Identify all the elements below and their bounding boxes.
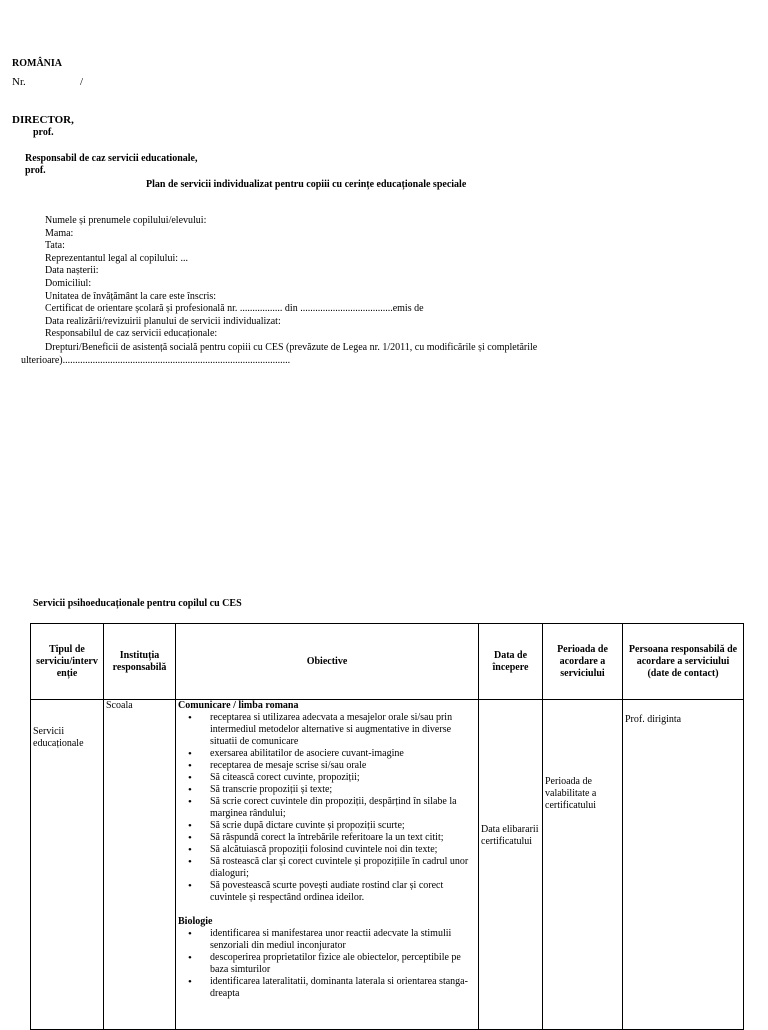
- case-manager-prof-label: prof.: [25, 165, 46, 176]
- header-start-date: Data de începere: [479, 624, 543, 700]
- field-birth-date: Data nașterii:: [45, 265, 99, 277]
- registration-number-label: Nr.: [12, 76, 26, 88]
- objective-item: • Să transcrie propoziții și texte;: [210, 784, 476, 796]
- services-table-caption: Servicii psihoeducaționale pentru copilul cu CES: [33, 598, 242, 609]
- director-prof-label: prof.: [33, 127, 54, 138]
- document-title: Plan de servicii individualizat pentru copiii cu cerințe educaționale speciale: [146, 179, 467, 190]
- responsible-person-text: Prof. diriginta: [625, 714, 682, 725]
- field-father: Tata:: [45, 240, 65, 252]
- objective-item: • identificarea si manifestarea unor reactii adecvate la stimulii senzoriali din mediul inconjurator: [210, 928, 476, 952]
- objective-item: • Să scrie corect cuvintele din propoziții, despărțind în silabe la marginea rândului;: [210, 796, 476, 820]
- objective-item: • receptarea si utilizarea adecvata a mesajelor orale si/sau prin intermediul metodelor alternative si augmentative in diverse situatii de comunicare: [210, 712, 476, 748]
- field-address: Domiciliul:: [45, 277, 92, 289]
- section-title-romanian: Comunicare / limba romana: [178, 700, 299, 711]
- case-manager-label: Responsabil de caz servicii educationale,: [25, 153, 198, 164]
- objective-item: • Să răspundă corect la întrebările referitoare la un text citit;: [210, 832, 476, 844]
- social-rights-line-2: ulterioare)...........................................................................................: [21, 354, 291, 366]
- section-title-biology: Biologie: [178, 916, 213, 927]
- objective-item: • Să povestească scurte povești audiate rostind clar și corect cuvintele și respectând ordinea ideilor.: [210, 880, 476, 904]
- header-service-type: Tipul de serviciu/interv enție: [31, 624, 104, 700]
- table-row: [31, 700, 744, 1030]
- table-header-row: [31, 624, 744, 700]
- field-case-manager: Responsabilul de caz servicii educaționale:: [45, 328, 218, 340]
- field-legal-representative: Reprezentantul legal al copilului: ...: [45, 252, 189, 264]
- cell-service-type: [31, 700, 104, 1030]
- objectives-list-romanian: [178, 712, 476, 904]
- header-objectives: Obiective: [176, 624, 479, 700]
- header-responsible-person: Persoana responsabilă de acordare a serviciului (date de contact): [623, 624, 744, 700]
- objective-item: • Să scrie după dictare cuvinte și propoziții scurte;: [210, 820, 476, 832]
- cell-objectives: [176, 700, 479, 1030]
- objective-item: • exersarea abilitatilor de asociere cuvant-imagine: [210, 748, 476, 760]
- header-responsible-institution: Instituția responsabilă: [104, 624, 176, 700]
- cell-institution: [104, 700, 176, 1030]
- field-child-name: Numele și prenumele copilului/elevului:: [45, 215, 207, 226]
- country-heading: ROMÂNIA: [12, 58, 62, 69]
- field-mother: Mama:: [45, 227, 74, 239]
- cell-start-date: [479, 700, 543, 1030]
- objective-item: • identificarea lateralitatii, dominanta laterala si orientarea stanga-dreapta: [210, 976, 476, 1000]
- objective-item: • receptarea de mesaje scrise si/sau orale: [210, 760, 476, 772]
- field-certificate: Certificat de orientare școlară și profesională nr. ................. din .....................................emis de: [45, 303, 424, 315]
- cell-period: [543, 700, 623, 1030]
- cell-responsible-person: [623, 700, 744, 1030]
- objectives-list-biology: [178, 928, 476, 1000]
- service-type-text: Servicii educaționale: [33, 726, 84, 749]
- objective-item: • Să citească corect cuvinte, propoziții;: [210, 772, 476, 784]
- objective-item: • Să alcătuiască propoziții folosind cuvintele noi din texte;: [210, 844, 476, 856]
- objective-item: • Să rostească clar și corect cuvintele și propozițiile în cadrul unor dialoguri;: [210, 856, 476, 880]
- header-service-period: Perioada de acordare a serviciului: [543, 624, 623, 700]
- director-label: DIRECTOR,: [12, 114, 74, 126]
- period-text: Perioada de valabilitate a certificatului: [545, 776, 597, 811]
- child-info-fields: [45, 215, 645, 341]
- field-plan-date: Data realizării/revizuirii planului de servicii individualizat:: [45, 315, 281, 327]
- objective-item: • descoperirea proprietatilor fizice ale obiectelor, perceptibile pe baza simturilor: [210, 952, 476, 976]
- field-school-unit: Unitatea de învățământ la care este înscris:: [45, 290, 217, 302]
- social-rights-line-1: Drepturi/Beneficii de asistență socială pentru copiii cu CES (prevăzute de Legea nr. 1/2011, cu modificările și completările: [45, 342, 538, 353]
- services-table: [30, 623, 744, 1030]
- institution-text: Scoala: [106, 700, 133, 711]
- registration-number-separator: /: [80, 76, 84, 88]
- start-date-text: Data elibararii certificatului: [481, 824, 539, 847]
- social-rights-paragraph: [21, 342, 621, 367]
